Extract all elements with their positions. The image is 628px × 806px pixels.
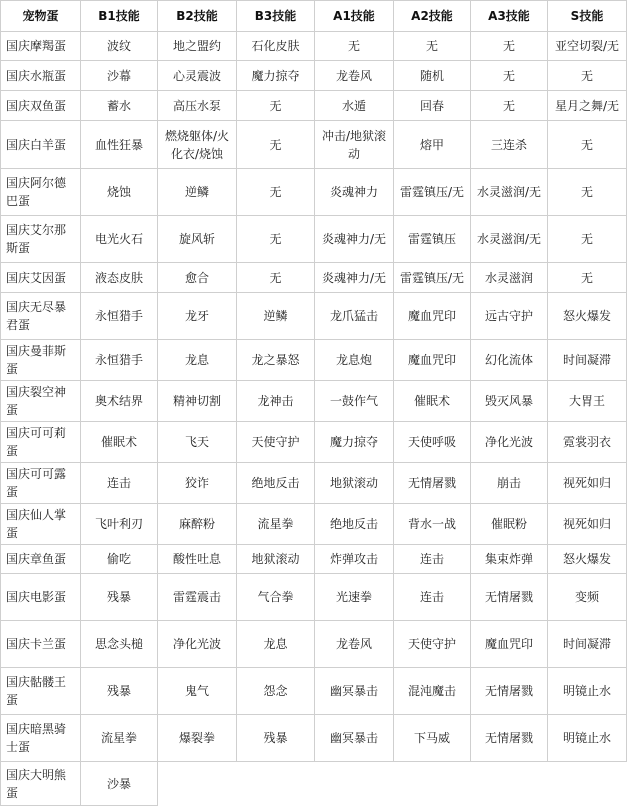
cell-b2-skill: 高压水泵 — [158, 91, 237, 121]
cell-a3-skill: 净化光波 — [471, 422, 548, 463]
cell-pet-egg: 国庆暗黑骑士蛋 — [1, 715, 81, 762]
cell-b2-skill: 愈合 — [158, 263, 237, 293]
table-row — [1, 32, 627, 61]
header-pet-egg: 宠物蛋 — [1, 1, 81, 32]
table-row — [1, 621, 627, 668]
cell-pet-egg: 国庆水瓶蛋 — [1, 61, 81, 91]
cell-a1-skill: 魔力掠夺 — [315, 422, 394, 463]
cell-a1-skill: 冲击/地狱滚动 — [315, 121, 394, 169]
cell-b1-skill: 血性狂暴 — [81, 121, 158, 169]
cell-pet-egg: 国庆摩羯蛋 — [1, 32, 81, 61]
cell-pet-egg: 国庆无尽暴君蛋 — [1, 293, 81, 340]
cell-pet-egg: 国庆双鱼蛋 — [1, 91, 81, 121]
cell-s-skill: 亚空切裂/无 — [548, 32, 627, 61]
cell-a3-skill: 远古守护 — [471, 293, 548, 340]
cell-a1-skill: 炎魂神力/无 — [315, 263, 394, 293]
table-row — [1, 340, 627, 381]
header-b2-skill: B2技能 — [158, 1, 237, 32]
cell-a2-skill: 天使守护 — [394, 621, 471, 668]
cell-a1-skill: 无 — [315, 32, 394, 61]
cell-a1-skill: 炸弹攻击 — [315, 545, 394, 574]
cell-pet-egg: 国庆阿尔德巴蛋 — [1, 169, 81, 216]
header-b3-skill: B3技能 — [237, 1, 315, 32]
cell-pet-egg: 国庆裂空神蛋 — [1, 381, 81, 422]
table-row — [1, 381, 627, 422]
cell-a3-skill: 幻化流体 — [471, 340, 548, 381]
cell-a1-skill: 地狱滚动 — [315, 463, 394, 504]
cell-a2-skill: 雷霆镇压 — [394, 216, 471, 263]
cell-b3-skill: 无 — [237, 91, 315, 121]
cell-pet-egg: 国庆艾因蛋 — [1, 263, 81, 293]
cell-a3-skill: 水灵滋润/无 — [471, 169, 548, 216]
cell-b1-skill: 沙暴 — [81, 762, 158, 806]
cell-a1-skill: 光速拳 — [315, 574, 394, 621]
cell-a3-skill: 无 — [471, 61, 548, 91]
cell-b1-skill: 波纹 — [81, 32, 158, 61]
cell-a2-skill: 雷霆镇压/无 — [394, 263, 471, 293]
cell-a1-skill: 龙爪猛击 — [315, 293, 394, 340]
cell-b1-skill: 飞叶利刃 — [81, 504, 158, 545]
cell-b2-skill: 旋风斩 — [158, 216, 237, 263]
table-row — [1, 574, 627, 621]
cell-a2-skill: 连击 — [394, 574, 471, 621]
table-row — [1, 715, 627, 762]
cell-b1-skill: 液态皮肤 — [81, 263, 158, 293]
cell-b3-skill: 魔力掠夺 — [237, 61, 315, 91]
cell-pet-egg: 国庆卡兰蛋 — [1, 621, 81, 668]
cell-s-skill: 星月之舞/无 — [548, 91, 627, 121]
cell-pet-egg: 国庆仙人掌蛋 — [1, 504, 81, 545]
cell-b3-skill: 无 — [237, 169, 315, 216]
cell-b1-skill: 永恒猎手 — [81, 293, 158, 340]
cell-s-skill: 无 — [548, 216, 627, 263]
cell-a2-skill: 背水一战 — [394, 504, 471, 545]
table-row — [1, 121, 627, 169]
cell-b2-skill: 地之盟约 — [158, 32, 237, 61]
cell-a3-skill: 无情屠戮 — [471, 715, 548, 762]
cell-a3-skill: 无 — [471, 32, 548, 61]
cell-pet-egg: 国庆骷髅王蛋 — [1, 668, 81, 715]
cell-a3-skill: 水灵滋润/无 — [471, 216, 548, 263]
cell-a3-skill: 魔血咒印 — [471, 621, 548, 668]
cell-a1-skill: 龙卷风 — [315, 621, 394, 668]
cell-b1-skill: 流星拳 — [81, 715, 158, 762]
cell-s-skill: 时间凝滞 — [548, 621, 627, 668]
cell-pet-egg: 国庆可可莉蛋 — [1, 422, 81, 463]
cell-a2-skill: 连击 — [394, 545, 471, 574]
cell-pet-egg: 国庆曼菲斯蛋 — [1, 340, 81, 381]
cell-b1-skill: 奥术结界 — [81, 381, 158, 422]
cell-a3-skill: 无情屠戮 — [471, 574, 548, 621]
header-a3-skill: A3技能 — [471, 1, 548, 32]
cell-b3-skill: 龙之暴怒 — [237, 340, 315, 381]
cell-a2-skill: 魔血咒印 — [394, 340, 471, 381]
cell-b2-skill: 雷霆震击 — [158, 574, 237, 621]
cell-a3-skill: 催眠粉 — [471, 504, 548, 545]
cell-b1-skill: 烧蚀 — [81, 169, 158, 216]
cell-s-skill: 无 — [548, 169, 627, 216]
cell-b2-skill: 精神切割 — [158, 381, 237, 422]
cell-a1-skill: 幽冥暴击 — [315, 668, 394, 715]
cell-pet-egg: 国庆艾尔那斯蛋 — [1, 216, 81, 263]
cell-s-skill: 明镜止水 — [548, 668, 627, 715]
table-row — [1, 422, 627, 463]
cell-b1-skill: 思念头槌 — [81, 621, 158, 668]
cell-a2-skill: 天使呼吸 — [394, 422, 471, 463]
cell-b2-skill: 逆鳞 — [158, 169, 237, 216]
cell-a3-skill: 无情屠戮 — [471, 668, 548, 715]
cell-b2-skill: 心灵震波 — [158, 61, 237, 91]
table-row — [1, 463, 627, 504]
cell-s-skill: 怒火爆发 — [548, 293, 627, 340]
cell-pet-egg: 国庆可可露蛋 — [1, 463, 81, 504]
cell-b1-skill: 残暴 — [81, 574, 158, 621]
cell-b3-skill: 龙神击 — [237, 381, 315, 422]
cell-a2-skill: 无 — [394, 32, 471, 61]
table-row — [1, 293, 627, 340]
cell-b1-skill: 永恒猎手 — [81, 340, 158, 381]
table-row — [1, 61, 627, 91]
cell-a1-skill: 水遁 — [315, 91, 394, 121]
cell-b3-skill: 无 — [237, 121, 315, 169]
cell-a2-skill: 混沌魔击 — [394, 668, 471, 715]
cell-b3-skill: 无 — [237, 263, 315, 293]
cell-b3-skill: 残暴 — [237, 715, 315, 762]
cell-b1-skill: 偷吃 — [81, 545, 158, 574]
cell-b1-skill: 残暴 — [81, 668, 158, 715]
cell-s-skill: 无 — [548, 61, 627, 91]
cell-s-skill: 无 — [548, 263, 627, 293]
cell-a1-skill: 炎魂神力 — [315, 169, 394, 216]
cell-s-skill: 时间凝滞 — [548, 340, 627, 381]
cell-b3-skill: 地狱滚动 — [237, 545, 315, 574]
cell-a3-skill: 水灵滋润 — [471, 263, 548, 293]
cell-s-skill: 无 — [548, 121, 627, 169]
table-row — [1, 545, 627, 574]
cell-b2-skill: 爆裂拳 — [158, 715, 237, 762]
table-row — [1, 762, 627, 806]
cell-a3-skill: 三连杀 — [471, 121, 548, 169]
cell-b1-skill: 催眠术 — [81, 422, 158, 463]
cell-a1-skill: 幽冥暴击 — [315, 715, 394, 762]
cell-pet-egg: 国庆白羊蛋 — [1, 121, 81, 169]
cell-b3-skill: 无 — [237, 216, 315, 263]
header-a2-skill: A2技能 — [394, 1, 471, 32]
cell-b2-skill: 净化光波 — [158, 621, 237, 668]
cell-b3-skill: 气合拳 — [237, 574, 315, 621]
cell-pet-egg: 国庆章鱼蛋 — [1, 545, 81, 574]
cell-b1-skill: 电光火石 — [81, 216, 158, 263]
cell-s-skill: 明镜止水 — [548, 715, 627, 762]
cell-a1-skill: 龙息炮 — [315, 340, 394, 381]
cell-a2-skill: 雷霆镇压/无 — [394, 169, 471, 216]
cell-a3-skill: 崩击 — [471, 463, 548, 504]
cell-b1-skill: 蓄水 — [81, 91, 158, 121]
cell-b3-skill: 石化皮肤 — [237, 32, 315, 61]
cell-a2-skill: 下马威 — [394, 715, 471, 762]
cell-a3-skill: 毁灭风暴 — [471, 381, 548, 422]
table-row — [1, 91, 627, 121]
cell-s-skill: 怒火爆发 — [548, 545, 627, 574]
cell-b1-skill: 沙幕 — [81, 61, 158, 91]
cell-a1-skill: 一鼓作气 — [315, 381, 394, 422]
table-row — [1, 504, 627, 545]
cell-b2-skill: 龙息 — [158, 340, 237, 381]
cell-b1-skill: 连击 — [81, 463, 158, 504]
cell-a1-skill: 绝地反击 — [315, 504, 394, 545]
cell-b2-skill: 麻醉粉 — [158, 504, 237, 545]
cell-a2-skill: 回春 — [394, 91, 471, 121]
cell-b3-skill: 逆鳞 — [237, 293, 315, 340]
table-row — [1, 263, 627, 293]
header-b1-skill: B1技能 — [81, 1, 158, 32]
cell-b3-skill: 天使守护 — [237, 422, 315, 463]
cell-pet-egg: 国庆电影蛋 — [1, 574, 81, 621]
cell-b2-skill: 龙牙 — [158, 293, 237, 340]
cell-b3-skill: 绝地反击 — [237, 463, 315, 504]
cell-s-skill: 霓裳羽衣 — [548, 422, 627, 463]
empty-cell — [158, 762, 627, 806]
cell-s-skill: 大胃王 — [548, 381, 627, 422]
cell-b3-skill: 流星拳 — [237, 504, 315, 545]
table-row — [1, 668, 627, 715]
cell-a3-skill: 集束炸弹 — [471, 545, 548, 574]
cell-a3-skill: 无 — [471, 91, 548, 121]
cell-b3-skill: 龙息 — [237, 621, 315, 668]
cell-b2-skill: 鬼气 — [158, 668, 237, 715]
cell-a2-skill: 魔血咒印 — [394, 293, 471, 340]
cell-s-skill: 变频 — [548, 574, 627, 621]
table-row — [1, 216, 627, 263]
cell-a1-skill: 炎魂神力/无 — [315, 216, 394, 263]
cell-b2-skill: 飞天 — [158, 422, 237, 463]
table-row — [1, 169, 627, 216]
cell-a2-skill: 无情屠戮 — [394, 463, 471, 504]
header-s-skill: S技能 — [548, 1, 627, 32]
table-header-row — [1, 1, 627, 32]
cell-b2-skill: 狡诈 — [158, 463, 237, 504]
cell-s-skill: 视死如归 — [548, 504, 627, 545]
cell-a2-skill: 熔甲 — [394, 121, 471, 169]
cell-b2-skill: 酸性吐息 — [158, 545, 237, 574]
header-a1-skill: A1技能 — [315, 1, 394, 32]
cell-s-skill: 视死如归 — [548, 463, 627, 504]
cell-b2-skill: 燃烧躯体/火化衣/烧蚀 — [158, 121, 237, 169]
cell-a1-skill: 龙卷风 — [315, 61, 394, 91]
cell-a2-skill: 随机 — [394, 61, 471, 91]
cell-pet-egg: 国庆大明熊蛋 — [1, 762, 81, 806]
cell-b3-skill: 怨念 — [237, 668, 315, 715]
cell-a2-skill: 催眠术 — [394, 381, 471, 422]
